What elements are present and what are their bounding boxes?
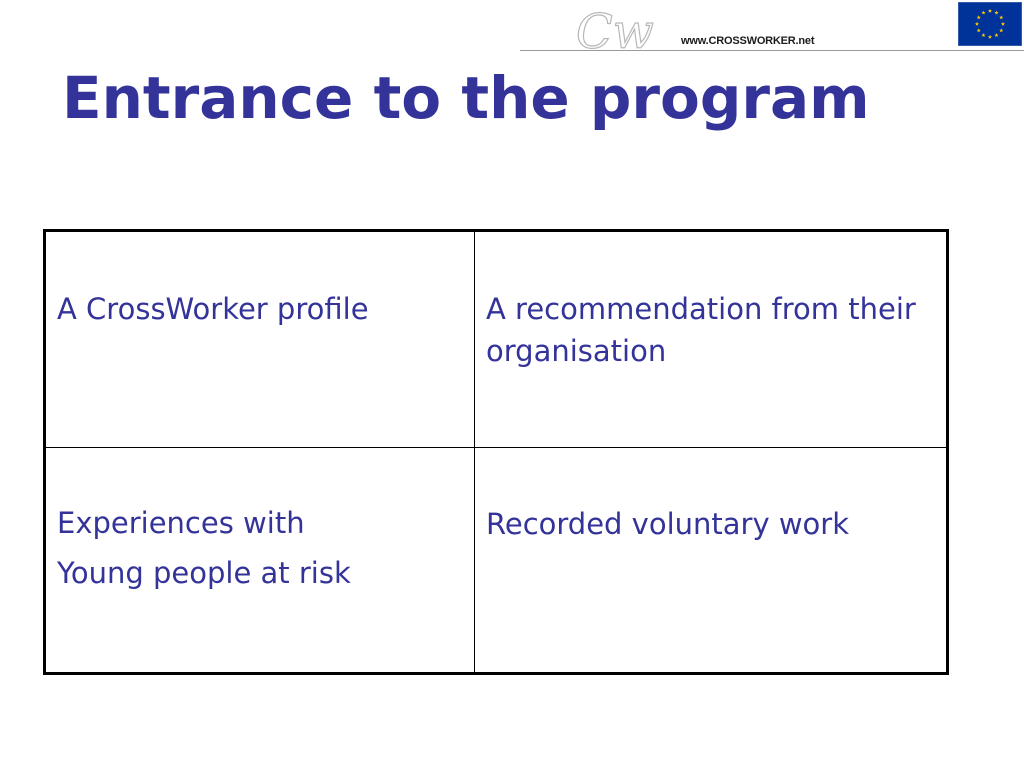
entry-requirements-table bbox=[43, 229, 949, 675]
logo-letters: Cw bbox=[576, 4, 654, 60]
page-title: Entrance to the program bbox=[62, 64, 870, 132]
cell-text-line-1: Experiences with bbox=[57, 506, 305, 540]
table-cell-recommendation bbox=[475, 232, 946, 448]
cell-text: A recommendation from their organisation bbox=[486, 292, 916, 368]
cell-text-line-2: Young people at risk bbox=[57, 556, 351, 590]
table-cell-experiences bbox=[46, 448, 475, 672]
cell-text: A CrossWorker profile bbox=[57, 292, 369, 326]
eu-flag-icon bbox=[958, 2, 1022, 46]
cell-text: Recorded voluntary work bbox=[486, 507, 850, 541]
table-cell-voluntary-work bbox=[475, 448, 946, 672]
site-url[interactable]: www.CROSSWORKER.net bbox=[681, 35, 815, 47]
table-cell-profile bbox=[46, 232, 475, 448]
